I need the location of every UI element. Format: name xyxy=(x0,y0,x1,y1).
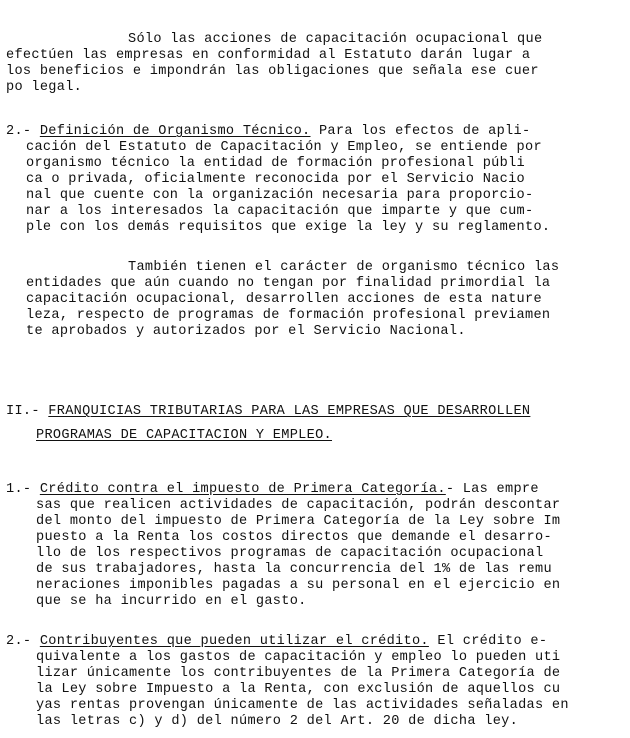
text-line: organismo técnico la entidad de formación profesional públi xyxy=(26,156,525,171)
text-line: cación del Estatuto de Capacitación y Empleo, se entiende por xyxy=(26,140,542,155)
section-heading xyxy=(6,404,530,420)
item-number: 2.- xyxy=(6,124,40,139)
text-line: nal que cuente con la organización necesaria para proporcio- xyxy=(26,188,534,203)
text-line: lizar únicamente los contribuyentes de la Primera Categoría de xyxy=(36,666,561,681)
text-line: También tienen el carácter de organismo técnico las xyxy=(128,260,560,275)
text-line: entidades que aún cuando no tengan por finalidad primordial la xyxy=(26,276,551,291)
text-line: del monto del impuesto de Primera Categoría de la Ley sobre Im xyxy=(36,514,561,529)
text-line: sas que realicen actividades de capacitación, podrán descontar xyxy=(36,498,561,513)
item-1-first-line: 1.- Crédito contra el impuesto de Primera Categoría.- Las empre xyxy=(6,482,539,497)
text-line: efectúen las empresas en conformidad al Estatuto darán lugar a xyxy=(6,48,531,63)
item-title: Definición de Organismo Técnico. xyxy=(39,124,311,139)
text-line: Sólo las acciones de capacitación ocupacional que xyxy=(128,32,543,47)
text-line: quivalente a los gastos de capacitación y empleo lo pueden uti xyxy=(36,650,561,665)
text-line: llo de los respectivos programas de capacitación ocupacional xyxy=(36,546,544,561)
text-line: leza, respecto de programas de formación profesional previamen xyxy=(26,308,551,323)
text-line: yas rentas provengan únicamente de las actividades señaladas en xyxy=(36,698,569,713)
item-title: Crédito contra el impuesto de Primera Categoría. xyxy=(39,482,446,497)
text-line: las letras c) y d) del número 2 del Art. 20 de dicha ley. xyxy=(36,714,519,729)
text-line: neraciones imponibles pagadas a su personal en el ejercicio en xyxy=(36,578,561,593)
text-line: la Ley sobre Impuesto a la Renta, con exclusión de aquellos cu xyxy=(36,682,561,697)
text-line: de sus trabajadores, hasta la concurrencia del 1% de las remu xyxy=(36,562,552,577)
item-number: 1.- xyxy=(6,482,40,497)
text-line: capacitación ocupacional, desarrollen acciones de esta nature xyxy=(26,292,542,307)
text-line: que se ha incurrido en el gasto. xyxy=(36,594,307,609)
item-number: 2.- xyxy=(6,634,40,649)
section-title-line-1: FRANQUICIAS TRIBUTARIAS PARA LAS EMPRESAS QUE DESARROLLEN xyxy=(48,404,531,419)
section-title-line-2: PROGRAMAS DE CAPACITACION Y EMPLEO. xyxy=(36,428,333,443)
text-line: los beneficios e impondrán las obligaciones que señala ese cuer xyxy=(6,64,539,79)
item-2b-first-line: 2.- Contribuyentes que pueden utilizar el crédito. El crédito e- xyxy=(6,634,548,649)
item-title: Contribuyentes que pueden utilizar el crédito. xyxy=(39,634,429,649)
text-line: po legal. xyxy=(6,80,83,95)
text-line: te aprobados y autorizados por el Servicio Nacional. xyxy=(26,324,466,339)
text-line: puesto a la Renta los costos directos que demande el desarro- xyxy=(36,530,552,545)
section-number: II.- xyxy=(6,404,49,419)
item-2-first-line: 2.- Definición de Organismo Técnico. Para los efectos de apli- xyxy=(6,124,531,139)
text-line: nar a los interesados la capacitación que imparte y que cum- xyxy=(26,204,534,219)
text-line: ca o privada, oficialmente reconocida por el Servicio Nacio xyxy=(26,172,525,187)
text-line: ple con los demás requisitos que exige la ley y su reglamento. xyxy=(26,220,551,235)
